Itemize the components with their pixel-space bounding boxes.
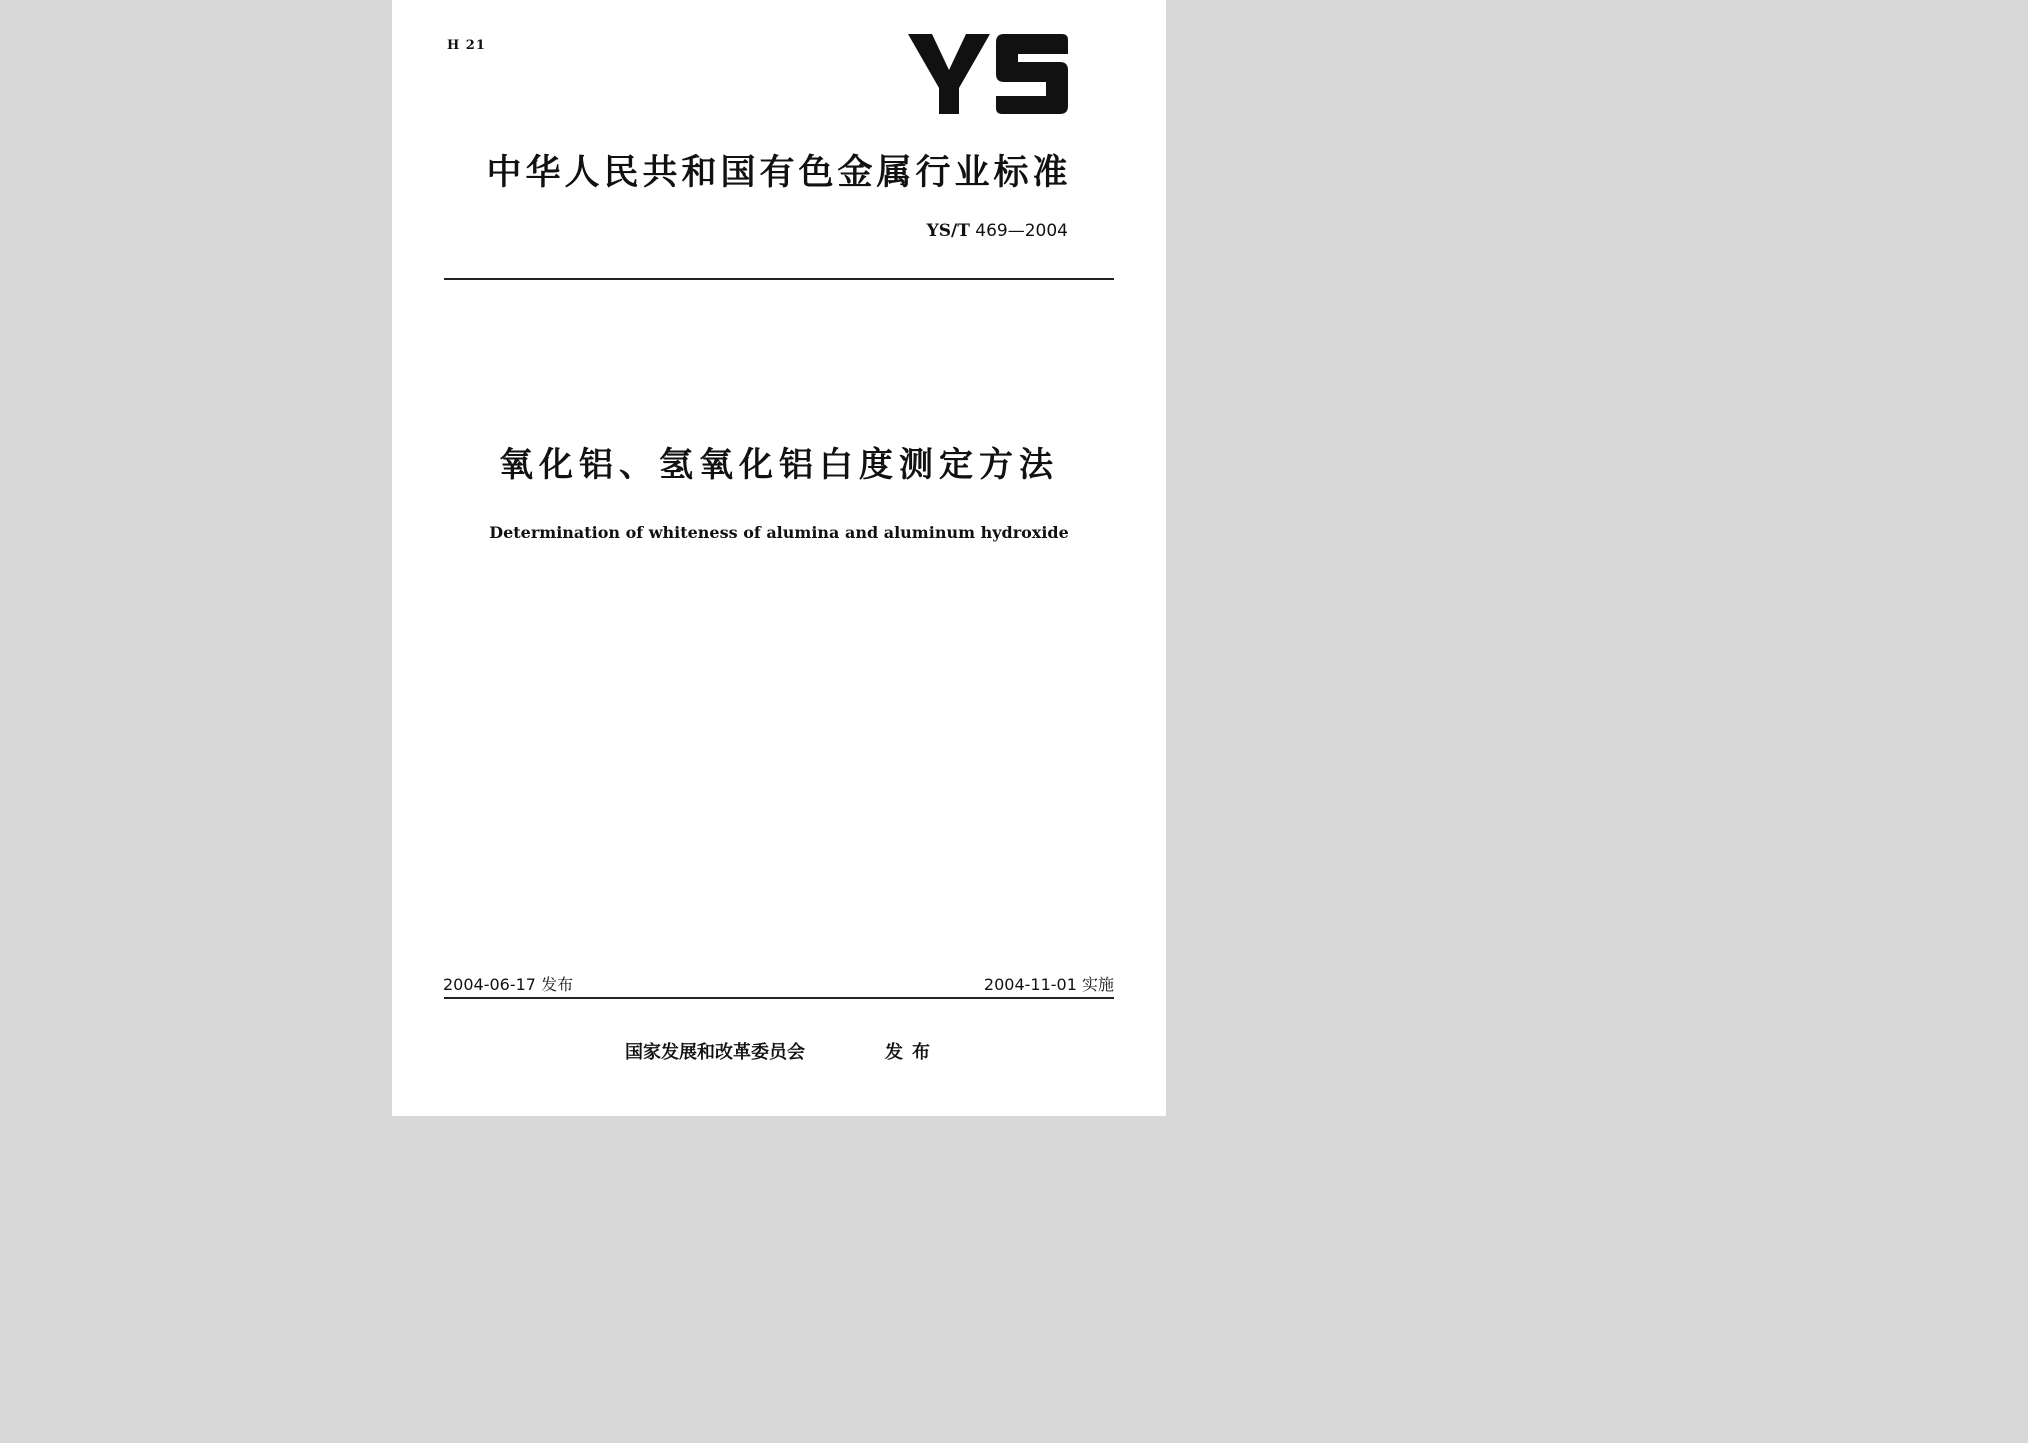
issue-date: 2004-06-17 发布	[443, 975, 574, 994]
standard-number-prefix: YS/T	[926, 221, 970, 241]
document-page	[392, 0, 1166, 1116]
issuing-authority: 国家发展和改革委员会	[625, 1042, 805, 1063]
top-divider	[444, 278, 1114, 280]
document-title-english: Determination of whiteness of alumina and aluminum hydroxide	[489, 523, 1069, 542]
standard-type-heading: 中华人民共和国有色金属行业标准	[486, 153, 1072, 193]
standard-number	[927, 221, 1068, 241]
issuing-action: 发布	[885, 1042, 939, 1063]
classification-code: H 21	[447, 38, 486, 53]
bottom-divider	[444, 997, 1114, 999]
ys-logo	[908, 18, 1070, 126]
standard-number-code: 469—2004	[975, 221, 1068, 241]
implementation-date: 2004-11-01 实施	[983, 975, 1114, 994]
document-title-chinese: 氧化铝、氢氧化铝白度测定方法	[499, 445, 1059, 485]
